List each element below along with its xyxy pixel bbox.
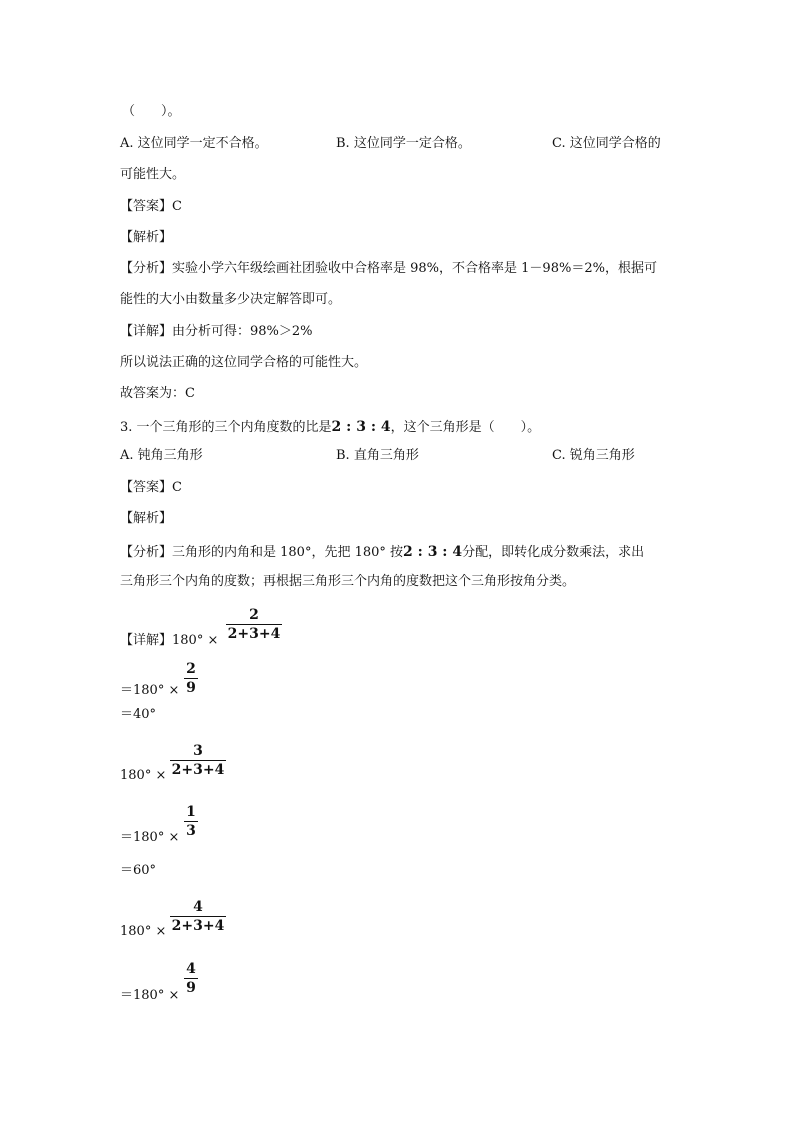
q3-analysis-line1 bbox=[120, 543, 644, 562]
q3-fenxi-ratio: 2 : 3 : 4 bbox=[403, 544, 463, 560]
q3-option-a: A. 钝角三角形 bbox=[120, 448, 203, 463]
q3-fenxi-pre: 【分析】三角形的内角和是 180°，先把 180° 按 bbox=[120, 545, 404, 560]
fraction-1-over-3 bbox=[184, 803, 198, 840]
fraction-numerator: 1 bbox=[186, 804, 196, 820]
fraction-2-over-9 bbox=[184, 660, 198, 697]
step1-simplified: ＝180° × bbox=[120, 683, 180, 698]
q3-detail-step1: 【详解】180° × bbox=[120, 633, 219, 648]
fraction-numerator: 3 bbox=[193, 743, 203, 759]
q3-fenxi-post: 分配，即转化成分数乘法，求出 bbox=[462, 545, 645, 560]
step2-expression: 180° × bbox=[120, 768, 167, 783]
q3-ratio: 2 : 3 : 4 bbox=[331, 419, 391, 435]
q2-analysis-line1: 【分析】实验小学六年级绘画社团验收中合格率是 98%，不合格率是 1－98%＝2%，根据可 bbox=[120, 261, 657, 276]
fraction-3-over-sum bbox=[170, 742, 226, 779]
q2-option-b: B. 这位同学一定合格。 bbox=[336, 136, 471, 151]
q2-analysis-heading: 【解析】 bbox=[120, 230, 173, 245]
q2-option-a: A. 这位同学一定不合格。 bbox=[120, 136, 268, 151]
q3-analysis-heading: 【解析】 bbox=[120, 511, 173, 526]
q2-option-c: C. 这位同学合格的 bbox=[552, 136, 661, 151]
fraction-numerator: 2 bbox=[186, 661, 196, 677]
q2-analysis-line2: 能性的大小由数量多少决定解答即可。 bbox=[120, 292, 342, 307]
q3-analysis-line2: 三角形三个内角的度数；再根据三角形三个内角的度数把这个三角形按角分类。 bbox=[120, 574, 576, 589]
q2-detail: 【详解】由分析可得：98%＞2% bbox=[120, 324, 313, 339]
fraction-4-over-9 bbox=[184, 960, 198, 997]
fraction-2-over-sum bbox=[226, 606, 282, 643]
step2-simplified: ＝180° × bbox=[120, 830, 180, 845]
fraction-4-over-sum bbox=[170, 898, 226, 935]
step3-expression: 180° × bbox=[120, 924, 167, 939]
q3-stem-pre: 3. 一个三角形的三个内角度数的比是 bbox=[120, 420, 332, 435]
fraction-denominator: 9 bbox=[186, 980, 196, 996]
fraction-numerator: 4 bbox=[193, 899, 203, 915]
q3-answer: 【答案】C bbox=[120, 480, 182, 495]
fraction-denominator: 9 bbox=[186, 680, 196, 696]
q3-option-c: C. 锐角三角形 bbox=[552, 448, 635, 463]
fraction-denominator: 2+3+4 bbox=[171, 918, 225, 934]
blank-line: （ ）。 bbox=[122, 104, 181, 119]
q2-final-answer: 故答案为：C bbox=[120, 386, 195, 401]
fraction-denominator: 2+3+4 bbox=[227, 626, 281, 642]
q2-answer: 【答案】C bbox=[120, 199, 182, 214]
q3-stem-post: ，这个三角形是（ ）。 bbox=[390, 420, 541, 435]
fraction-denominator: 3 bbox=[186, 823, 196, 839]
q2-option-c-cont: 可能性大。 bbox=[120, 167, 186, 182]
fraction-numerator: 2 bbox=[249, 607, 259, 623]
fraction-denominator: 2+3+4 bbox=[171, 762, 225, 778]
q3-stem bbox=[120, 418, 540, 437]
fraction-numerator: 4 bbox=[186, 961, 196, 977]
step3-simplified: ＝180° × bbox=[120, 988, 180, 1003]
step2-result: ＝60° bbox=[120, 863, 157, 878]
q2-conclusion: 所以说法正确的这位同学合格的可能性大。 bbox=[120, 355, 368, 370]
q3-option-b: B. 直角三角形 bbox=[336, 448, 419, 463]
step1-result: ＝40° bbox=[120, 707, 157, 722]
